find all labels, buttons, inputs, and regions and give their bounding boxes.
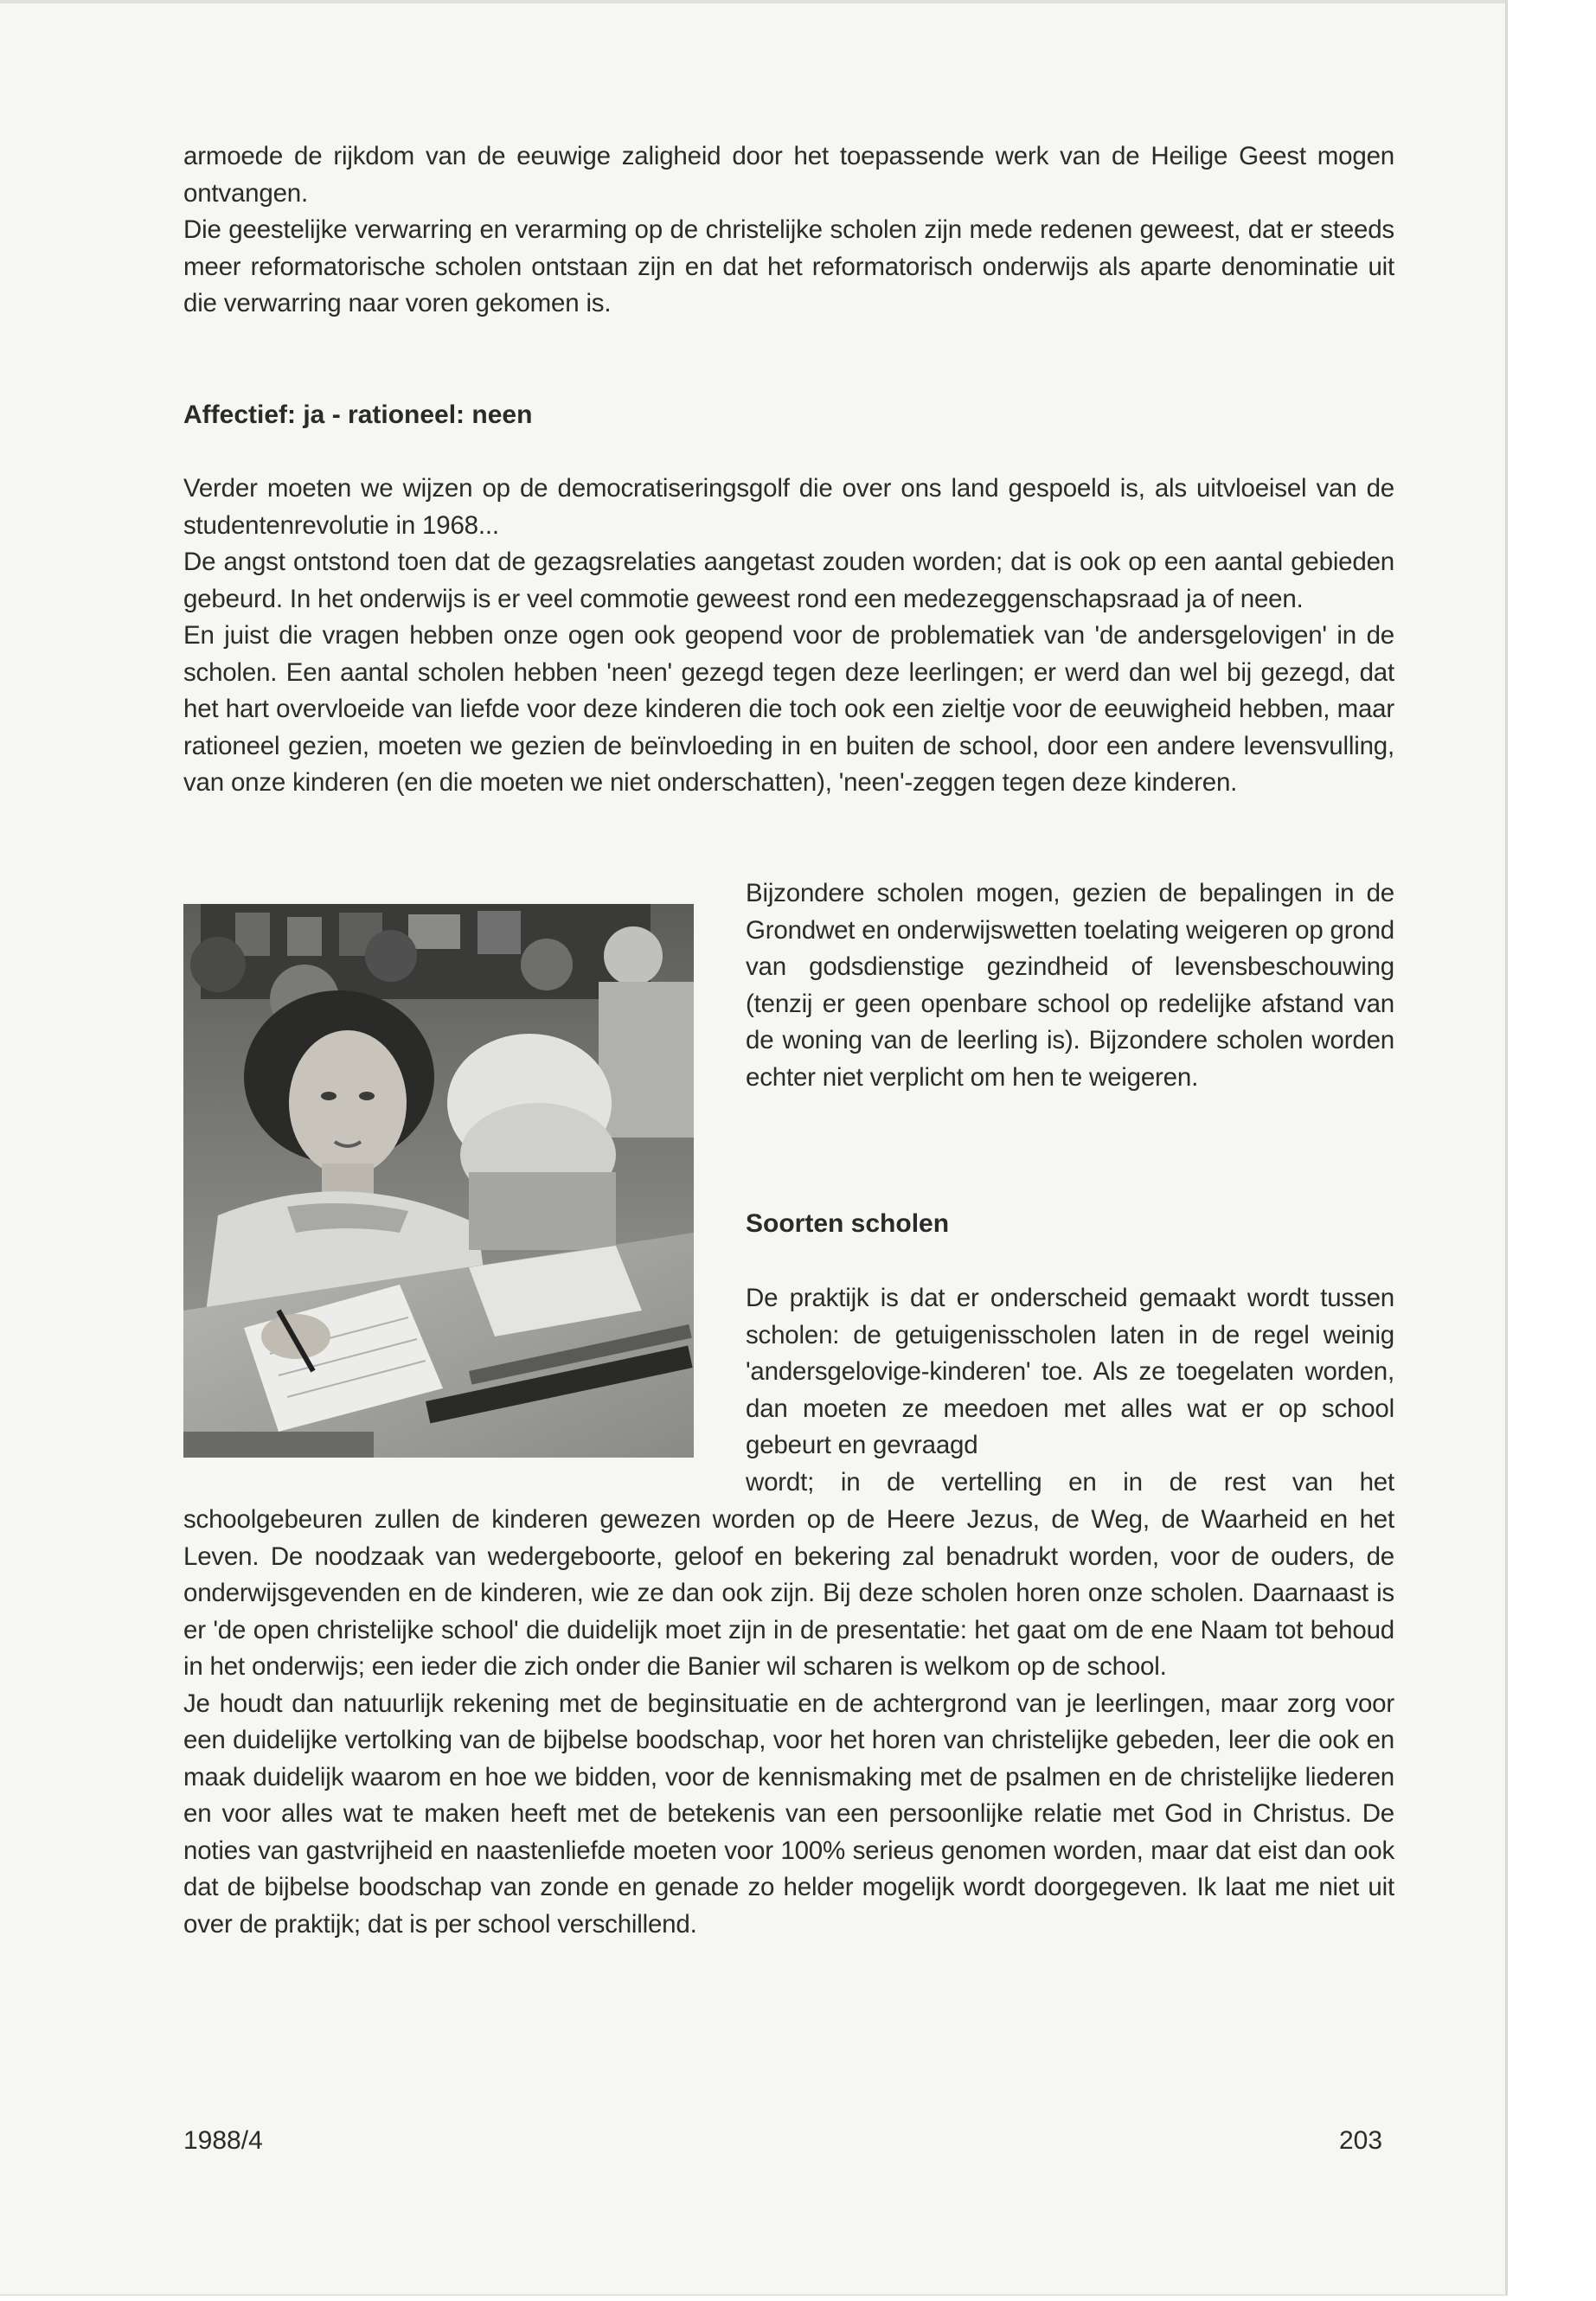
paragraph: Die geestelijke verwarring en verarming op de christelijke scholen zijn mede redenen geweest, dat er steeds meer reformatorische scholen ontstaan zijn en dat het reformatorisch onderwijs als aparte denominatie uit die verwarring naar voren gekomen is. bbox=[183, 215, 1394, 317]
section-heading-soorten-scholen: Soorten scholen bbox=[746, 1209, 950, 1238]
classroom-photo-image bbox=[183, 904, 694, 1458]
paragraph: Je houdt dan natuurlijk rekening met de beginsituatie en de achtergrond van je leerlingen, maar zorg voor een duidelijke vertolking van de bijbelse boodschap, voor het horen van christelijke gebeden, leer die ook en maak duidelijk waarom en hoe we bidden, voor de kennismaking met de psalmen en de christelijke liederen en voor alles wat te maken heeft met de betekenis van een persoonlijke relatie met God in Christus. De noties van gastvrijheid en naastenliefde moeten voor 100% serieus genomen worden, maar dat eist dan ook dat de bijbelse boodschap van zonde en genade zo helder mogelijk wordt doorgegeven. Ik laat me niet uit over de praktijk; dat is per school verschillend. bbox=[183, 1689, 1394, 1939]
paragraph: Verder moeten we wijzen op de democratiseringsgolf die over ons land gespoeld is, als uitvloeisel van de studentenrevolutie in 1968... bbox=[183, 474, 1394, 540]
section-heading-affectief: Affectief: ja - rationeel: neen bbox=[183, 401, 533, 429]
scan-edge bbox=[0, 0, 1505, 3]
paragraph: schoolgebeuren zullen de kinderen gewezen worden op de Heere Jezus, de Weg, de Waarheid en het Leven. De noodzaak van wedergeboorte, geloof en bekering zal benadrukt worden, voor de ouders, de onderwijsgevenden en de kinderen, wie ze dan ook zijn. Bij deze scholen horen onze scholen. Daarnaast is er 'de open christelijke school' die duidelijk moet zijn in de presentatie: het gaat om de ene Naam tot behoud in het onderwijs; een ieder die zich onder die Banier wil scharen is welkom op de school. bbox=[183, 1505, 1394, 1681]
soorten-scholen-text-block bbox=[183, 1502, 1394, 1943]
issue-label: 1988/4 bbox=[183, 2126, 263, 2155]
intro-text-block bbox=[183, 138, 1394, 323]
soorten-scholen-wrap-text bbox=[746, 1280, 1394, 1465]
paragraph: De praktijk is dat er onderscheid gemaakt wordt tussen scholen: de getuigenisscholen laten in de regel weinig 'andersgelovige-kinderen' toe. Als ze toegelaten worden, dan moeten ze meedoen met alles wat er op school gebeurt en gevraagd bbox=[746, 1284, 1394, 1459]
paragraph: De angst ontstond toen dat de gezagsrelaties aangetast zouden worden; dat is ook op een aantal gebieden gebeurd. In het onderwijs is er veel commotie geweest rond een medezeggenschapsraad ja of neen. bbox=[183, 548, 1394, 613]
paragraph: En juist die vragen hebben onze ogen ook geopend voor de problematiek van 'de andersgelovigen' in de scholen. Een aantal scholen hebben 'neen' gezegd tegen deze leerlingen; er werd dan wel bij gezegd, dat het hart overvloeide van liefde voor deze kinderen die toch ook een zieltje voor de eeuwigheid hebben, maar rationeel gezien, moeten we gezien de beïnvloeding in en buiten de school, door een andere levensvulling, van onze kinderen (en die moeten we niet onderschatten), 'neen'-zeggen tegen deze kinderen. bbox=[183, 621, 1394, 797]
paragraph-line: wordt; in de vertelling en in de rest van het bbox=[746, 1468, 1394, 1497]
page-number: 203 bbox=[1339, 2126, 1383, 2155]
paragraph: armoede de rijkdom van de eeuwige zaligheid door het toepassende werk van de Heilige Geest mogen ontvangen. bbox=[183, 142, 1394, 208]
bijzondere-scholen-text-block bbox=[746, 875, 1394, 1096]
classroom-photo bbox=[183, 904, 694, 1458]
democratisering-text-block bbox=[183, 471, 1394, 802]
wrap-last-line bbox=[746, 1465, 1394, 1502]
paragraph: Bijzondere scholen mogen, gezien de bepalingen in de Grondwet en onderwijswetten toelating weigeren op grond van godsdienstige gezindheid of levensbeschouwing (tenzij er geen openbare school op redelijke afstand van de woning van de leerling is). Bijzondere scholen worden echter niet verplicht om hen te weigeren. bbox=[746, 879, 1394, 1092]
